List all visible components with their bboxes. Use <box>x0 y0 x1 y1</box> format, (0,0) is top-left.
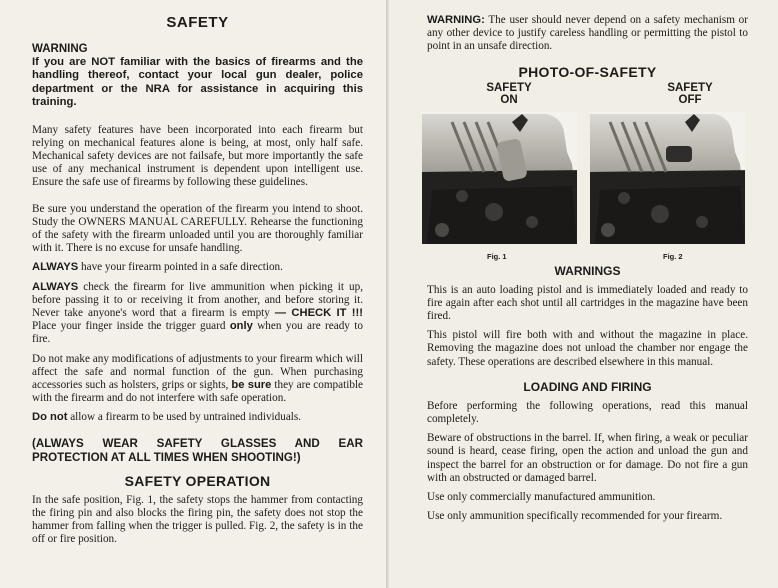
safety-glasses-notice: (ALWAYS WEAR SAFETY GLASSES AND EAR PROTECTION AT ALL TIMES WHEN SHOOTING!) <box>32 436 363 464</box>
only-emphasis: only <box>229 320 253 333</box>
right-page <box>389 0 778 588</box>
safety-on-label <box>469 82 549 106</box>
warnings-title: WARNINGS <box>554 263 621 278</box>
safety-off-label <box>650 82 730 106</box>
paragraph-always-pointed <box>32 261 363 274</box>
safety-operation-title: SAFETY OPERATION <box>124 472 271 489</box>
untrained-text: allow a firearm to be used by untrained individuals. <box>67 411 302 424</box>
always-emphasis: ALWAYS <box>32 261 79 274</box>
photo-safety-on <box>422 112 577 244</box>
loading-commercial-ammo: Use only commercially manufactured ammunition. <box>427 491 656 504</box>
safety-on-label-line2: ON <box>500 93 518 106</box>
fig-2-caption: Fig. 2 <box>663 251 683 261</box>
paragraph-understand-operation: Be sure you understand the operation of the firearm you intend to shoot. Study the OWNERS MANUAL CAREFULLY. Rehearse the functioning of the safety with the firearm unloaded until you are thoroughly familiar with it. There is no excuse for unsafe handling. <box>32 202 363 255</box>
warning-text: If you are NOT familiar with the basics of firearms and the handling thereof, contact your local gun dealer, police department or the NRA for assistance in acquiring this training. <box>32 56 363 109</box>
warning-careless-handling <box>427 14 748 54</box>
safety-on-label-line1: SAFETY <box>486 81 532 94</box>
paragraph-check-ammunition <box>32 281 363 347</box>
check-text-b: Place your finger inside the trigger guard <box>32 320 230 333</box>
safety-photos <box>427 81 748 261</box>
loading-obstructions: Beware of obstructions in the barrel. If, when firing, a weak or peculiar sound is heard, cease firing, open the action and unload the gun and inspect the barrel for an obstruction or for damage. Do not fire a gun with an obstructed or damaged barrel. <box>427 432 748 484</box>
loading-recommended-ammo: Use only ammunition specifically recommended for your firearm. <box>427 510 723 523</box>
safety-off-label-line1: SAFETY <box>667 81 713 94</box>
loading-read-manual: Before performing the following operations, read this manual completely. <box>427 399 748 426</box>
photo-safety-off <box>590 112 745 244</box>
paragraph-safety-features: Many safety features have been incorporated into each firearm but relying on mechanical features alone is being, at most, only half safe. Mechanical safety devices are not failsafe, but more importantly the safe use of any mechanical instrument is dependent upon intelligent use. Ensure the safe use of firearms by following these guidelines. <box>32 123 363 189</box>
check-text-a: check the firearm for live ammunition when picking it up, before passing it to or receiving it from another, and before storing it. Never take anyone's word that a firearm is empty <box>32 280 363 320</box>
mod-text-a: Do not make any modifications of adjustments to your firearm which will affect the safe and normal function of the gun. When purchasing accessories such as holsters, grips or sights, <box>32 352 363 392</box>
paragraph-untrained <box>32 411 363 424</box>
be-sure-emphasis: be sure <box>231 379 272 392</box>
safety-title: SAFETY <box>166 14 229 31</box>
pistol-safety-on-image <box>422 112 577 244</box>
warning-magazine: This pistol will fire both with and without the magazine in place. Removing the magazine does not unload the chamber nor engage the safety. These operations are described elsewhere in this manual. <box>427 329 748 368</box>
warning-careless-text: The user should never depend on a safety mechanism or any other device to justify careless handling or permitting the pistol to point in an unsafe direction. <box>427 14 748 53</box>
check-it-emphasis: — CHECK IT !!! <box>274 307 363 320</box>
loading-firing-title: LOADING AND FIRING <box>523 379 652 394</box>
always-emphasis-2: ALWAYS <box>32 280 79 293</box>
warning-heading: WARNING <box>32 43 88 55</box>
safety-off-label-line2: OFF <box>678 93 702 106</box>
warning-label: WARNING: <box>427 14 485 26</box>
always-pointed-text: have your firearm pointed in a safe direction. <box>78 261 283 274</box>
do-not-emphasis: Do not <box>32 411 68 424</box>
check-text-c: when you are ready to fire. <box>32 320 363 346</box>
photo-of-safety-title: PHOTO-OF-SAFETY <box>518 63 657 80</box>
mod-text-b: they are compatible with the firearm and do not interfere with safe operation. <box>32 379 363 405</box>
fig-1-caption: Fig. 1 <box>487 251 507 261</box>
warning-auto-loading: This is an auto loading pistol and is immediately loaded and ready to fire again after each shot until all cartridges in the magazine have been fired. <box>427 283 748 323</box>
safety-operation-text: In the safe position, Fig. 1, the safety stops the hammer from contacting the firing pin and also blocks the firing pin, the safety does not stop the hammer from falling when the trigger is pulled. Fig. 2, the safety is in the off or fire position. <box>32 493 363 546</box>
pistol-safety-off-image <box>590 112 745 244</box>
paragraph-modifications <box>32 353 363 406</box>
